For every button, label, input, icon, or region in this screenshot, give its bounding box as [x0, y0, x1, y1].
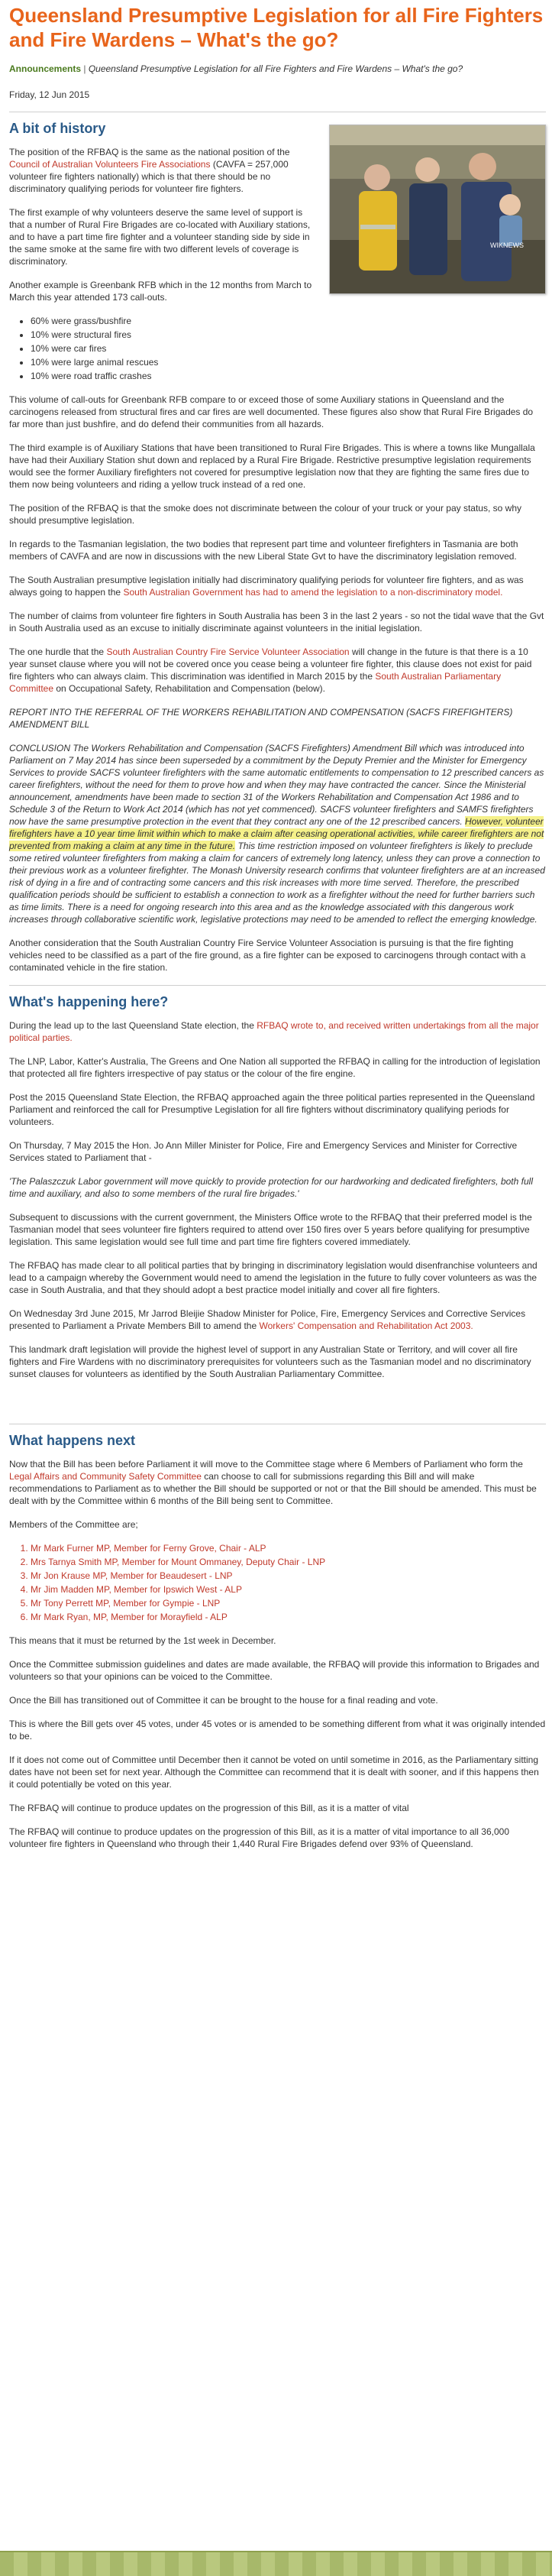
- happening-p4: On Thursday, 7 May 2015 the Hon. Jo Ann Miller Minister for Police, Fire and Emergency Services and Minister for Corrective Services stated to Parliament that -: [9, 1140, 518, 1163]
- sa-parliamentary-committee-link[interactable]: South Australian Parliamentary Committee: [9, 671, 502, 694]
- article-photo: [329, 125, 546, 294]
- member-link[interactable]: Mr Jon Krause MP, Member for Beaudesert - LNP: [31, 1570, 233, 1581]
- history-p9: The number of claims from volunteer fire fighters in South Australia has been 3 in the last 2 years - so not the tidal wave that the Gvt in South Australia used as an excuse to initially discriminate against volunteers in the initial legislation.: [9, 611, 544, 633]
- publish-date: Friday, 12 Jun 2015: [9, 89, 90, 100]
- list-item: • 10% were road traffic crashes: [31, 370, 546, 382]
- sa-government-link[interactable]: South Australian Government has had to amend the legislation to a non-discriminatory model.: [123, 587, 503, 598]
- list-item[interactable]: [31, 1556, 546, 1568]
- history-p2: The first example of why volunteers deserve the same level of support is that a number of Rural Fire Brigades are co-located with Auxiliary stations, and to have a part time fire fighter and a volunteer standing side by side in the same smoke at the same fire with two different levels of coverage is discriminatory.: [9, 207, 311, 267]
- history-p5: The third example is of Auxiliary Stations that have been transitioned to Rural Fire Brigades. This is where a towns like Mungallala have had their Auxiliary Station shut down and replaced by a Rural Fire Brigade. Restrictive presumptive legislation requirements would see the former Auxiliary firefighters not covered for presumptive legislation now that they are fighting the same fires due to them now being volunteers and riding a yellow truck instead of a red one.: [9, 442, 535, 490]
- sacfs-volunteer-association-link[interactable]: South Australian Country Fire Service Volunteer Association: [106, 646, 350, 657]
- members-intro: Members of the Committee are;: [9, 1519, 138, 1530]
- member-link[interactable]: Mr Tony Perrett MP, Member for Gympie - LNP: [31, 1598, 221, 1609]
- history-heading: A bit of history: [9, 121, 106, 136]
- meta-separator: |: [83, 63, 86, 74]
- next-p5: This is where the Bill gets over 45 votes, under 45 votes or is amended to be something different from what it was originally intended to be.: [9, 1719, 546, 1742]
- highlighted-text: However, volunteer firefighters have a 10 year time limit within which to make a claim after ceasing operational activities, while career firefighters are not prevented from making a claim at any time in the future.: [9, 816, 544, 851]
- report-conclusion: CONCLUSION The Workers Rehabilitation and Compensation (SACFS Firefighters) Amendment Bill which was introduced into Parliament on 7 May 2014 has since been superseded by a commitment by the Deputy Premier and the Minister for Emergency Services to provide SACFS volunteer firefighters with the same automatic entitlements to compensation to 12 prescribed cancers as career firefighters, without the need for them to prove how and when they may have contracted the cancer. Since the Ministerial announcement, amendments have been made to section 31 of the Workers Rehabilitation and Compensation Act 1986 and to Schedule 3 of the Return to Work Act 2014 (which has not yet commenced). SACFS volunteer firefighters and SAMFS firefighters now have the same presumptive protection in the event that they contract any one of the 12 prescribed cancers. However, volunteer firefighters have a 10 year time limit within which to make a claim after ceasing operational activities, while career firefighters are not prevented from making a claim at any time in the future. This time restriction imposed on volunteer firefighters is likely to preclude some retired volunteer firefighters from making a claim for cancers of extremely long latency, unless they can prove a connection to their previous work as a volunteer firefighter. The Monash University research confirms that volunteer firefighters are at an increased risk of dying in a fire and of contracting some cancers and this risk increases with more time served. Therefore, the prescribed qualification periods should be sufficient to establish a connection to work as a firefighter without the need for further barriers such as time limits. There is a need for ongoing research into this area and as the knowledge associated with this dangerous work increases through collaborative scientific work, legislative protections may need to be amended to reflect the emerging knowledge.: [9, 743, 545, 925]
- workers-compensation-act-link[interactable]: Workers' Compensation and Rehabilitation Act 2003.: [259, 1320, 473, 1331]
- history-p1: The position of the RFBAQ is the same as the national position of the Council of Australian Volunteers Fire Associations (CAVFA = 257,000 volunteer fire fighters nationally) which is that there should be no discriminatory qualifying periods for volunteer fire fighters.: [9, 147, 290, 194]
- category-link[interactable]: Announcements: [9, 63, 82, 74]
- footer-bar: [0, 2551, 552, 2576]
- list-item[interactable]: [31, 1542, 546, 1554]
- history-p6: The position of the RFBAQ is that the smoke does not discriminate between the colour of your truck or your pay status, so why should presumptive legislation.: [9, 503, 521, 526]
- list-item[interactable]: [31, 1583, 546, 1596]
- next-p1: Now that the Bill has been before Parliament it will move to the Committee stage where 6 Members of Parliament who form the Legal Affairs and Community Safety Committee can choose to call for submissions regarding this Bill and will make recommendations to Parliament as to whether the Bill should be supported or not or that the Bill should be amended. This must be dealt with by the Committee within 6 months of the Bill being sent to Committee.: [9, 1459, 537, 1506]
- article: [9, 3, 546, 1862]
- happening-p8: This landmark draft legislation will provide the highest level of support in any Australian State or Territory, and will cover all fire fighters and Fire Wardens with no discriminatory prerequisites for volunteers such as the Tasmanian model and no discriminatory sunset clauses for volunteers as identified by the South Australian Parliamentary Committee.: [9, 1344, 531, 1379]
- cavfa-link[interactable]: Council of Australian Volunteers Fire Associations: [9, 159, 211, 170]
- lacsc-link[interactable]: Legal Affairs and Community Safety Committee: [9, 1471, 202, 1482]
- next-p8: The RFBAQ will continue to produce updates on the progression of this Bill, as it is a matter of vital importance to all 36,000 volunteer fire fighters in Queensland who through their 1,440 Rural Fire Brigades defend over 93% of Queensland.: [9, 1826, 510, 1849]
- list-item: • 10% were large animal rescues: [31, 356, 546, 368]
- history-p4: This volume of call-outs for Greenbank RFB compare to or exceed those of some Auxiliary stations in Queensland and the carcinogens released from structural fires and car fires are well documented. These figures also show that Rural Fire Brigades do far more than just bushfire, and do defend their communities from all hazards.: [9, 394, 534, 429]
- list-item: • 10% were car fires: [31, 342, 546, 355]
- divider: [9, 985, 546, 986]
- spacer: [9, 1392, 546, 1418]
- happening-p6: The RFBAQ has made clear to all political parties that by bringing in discriminatory legislation would disenfranchise volunteers and lead to a campaign whereby the Government would need to amend the legislation in the future to fully cover volunteers as was the case in South Australia, and that they should adopt a best practice model initially and cover all fire fighters.: [9, 1260, 537, 1295]
- list-item[interactable]: [31, 1597, 546, 1609]
- happening-p3: Post the 2015 Queensland State Election, the RFBAQ approached again the three political parties represented in the Queensland Parliament and reinforced the call for Presumptive Legislation for all fire fighters without discriminatory qualifying periods for volunteers.: [9, 1092, 535, 1127]
- committee-members-list: [9, 1542, 546, 1623]
- happening-p1: During the lead up to the last Queensland State election, the RFBAQ wrote to, and received written undertakings from all the major political parties.: [9, 1020, 539, 1043]
- happening-p2: The LNP, Labor, Katter's Australia, The Greens and One Nation all supported the RFBAQ in calling for the introduction of legislation that protected all fire fighters irrespective of pay status or the colour of the fire engine.: [9, 1056, 541, 1079]
- list-item: • 10% were structural fires: [31, 329, 546, 341]
- list-item[interactable]: [31, 1611, 546, 1623]
- photo-caption: WIKNEWS: [490, 241, 524, 249]
- list-item[interactable]: [31, 1570, 546, 1582]
- article-meta: [9, 63, 546, 75]
- history-p3: Another example is Greenbank RFB which in the 12 months from March to March this year attended 173 call-outs.: [9, 280, 312, 303]
- member-link[interactable]: Mrs Tarnya Smith MP, Member for Mount Ommaney, Deputy Chair - LNP: [31, 1557, 326, 1567]
- happening-p7: On Wednesday 3rd June 2015, Mr Jarrod Bleijie Shadow Minister for Police, Fire, Emergency Services and Corrective Services presented to Parliament a Private Members Bill to amend the Workers' Compensation and Rehabilitation Act 2003.: [9, 1308, 526, 1331]
- next-p4: Once the Bill has transitioned out of Committee it can be brought to the house for a final reading and vote.: [9, 1695, 438, 1706]
- next-p3: Once the Committee submission guidelines and dates are made available, the RFBAQ will provide this information to Brigades and volunteers so that your opinions can be voiced to the Committee.: [9, 1659, 540, 1682]
- next-heading: What happens next: [9, 1433, 136, 1448]
- list-item: • 60% were grass/bushfire: [31, 315, 546, 327]
- happening-p5: Subsequent to discussions with the current government, the Ministers Office wrote to the RFBAQ that their preferred model is the Tasmanian model that sees volunteer fire fighters required to attend over 150 fires over 5 years before qualifying for presumptive legislation. This same legislation would see full time and part time fire fighters covered immediately.: [9, 1212, 532, 1247]
- member-link[interactable]: Mr Mark Ryan, MP, Member for Morayfield - ALP: [31, 1612, 228, 1622]
- meta-title: Queensland Presumptive Legislation for all Fire Fighters and Fire Wardens – What's the go?: [88, 63, 463, 74]
- happening-heading: What's happening here?: [9, 994, 169, 1009]
- member-link[interactable]: Mr Jim Madden MP, Member for Ipswich West - ALP: [31, 1584, 242, 1595]
- report-heading: REPORT INTO THE REFERRAL OF THE WORKERS REHABILITATION AND COMPENSATION (SACFS FIREFIGHTERS) AMENDMENT BILL: [9, 707, 513, 730]
- member-link[interactable]: Mr Mark Furner MP, Member for Ferny Grove, Chair - ALP: [31, 1543, 266, 1554]
- next-p6: If it does not come out of Committee until December then it cannot be voted on until sometime in 2016, as the Parliamentary sitting dates have not been set for next year. Although the Committee can recommend that it is dealt with sooner, and if this happens then it could potentially be voted on this year.: [9, 1755, 539, 1790]
- next-p7: The RFBAQ will continue to produce updates on the progression of this Bill, as it is a matter of vital: [9, 1803, 409, 1813]
- history-p10: The one hurdle that the South Australian Country Fire Service Volunteer Association will change in the future is that there is a 10 year sunset clause where you will not be covered once you cease being a volunteer fire fighter, this clause does not exist for paid fire fighters who can always claim. This discrimination was identified in March 2015 by the South Australian Parliamentary Committee on Occupational Safety, Rehabilitation and Compensation (below).: [9, 646, 532, 694]
- minister-quote: 'The Palaszczuk Labor government will move quickly to provide protection for our hardworking and dedicated firefighters, both full time and auxiliary, and also to some members of the rural fire brigades.': [9, 1176, 533, 1199]
- next-p2: This means that it must be returned by the 1st week in December.: [9, 1635, 276, 1646]
- history-p7: In regards to the Tasmanian legislation, the two bodies that represent part time and volunteer firefighters in Tasmania are both members of CAVFA and are now in discussions with the new Liberal State Gvt to have the discriminatory legislation removed.: [9, 539, 518, 562]
- history-p8: The South Australian presumptive legislation initially had discriminatory qualifying periods for volunteer fire fighters, and as was always going to happen the South Australian Government has had to amend the legislation to a non-discriminatory model.: [9, 575, 524, 598]
- history-p11: Another consideration that the South Australian Country Fire Service Volunteer Association is pursuing is that the fire fighting vehicles need to be classified as a part of the fire ground, as a fire fighter can be exposed to carcinogens through contact with a contaminated vehicle in the fire station.: [9, 938, 526, 973]
- rfbaq-undertakings-link[interactable]: RFBAQ wrote to, and received written undertakings from all the major political parties.: [9, 1020, 539, 1043]
- page-title: Queensland Presumptive Legislation for all Fire Fighters and Fire Wardens – What's the go?: [9, 4, 544, 51]
- callout-stats-list: [9, 315, 546, 382]
